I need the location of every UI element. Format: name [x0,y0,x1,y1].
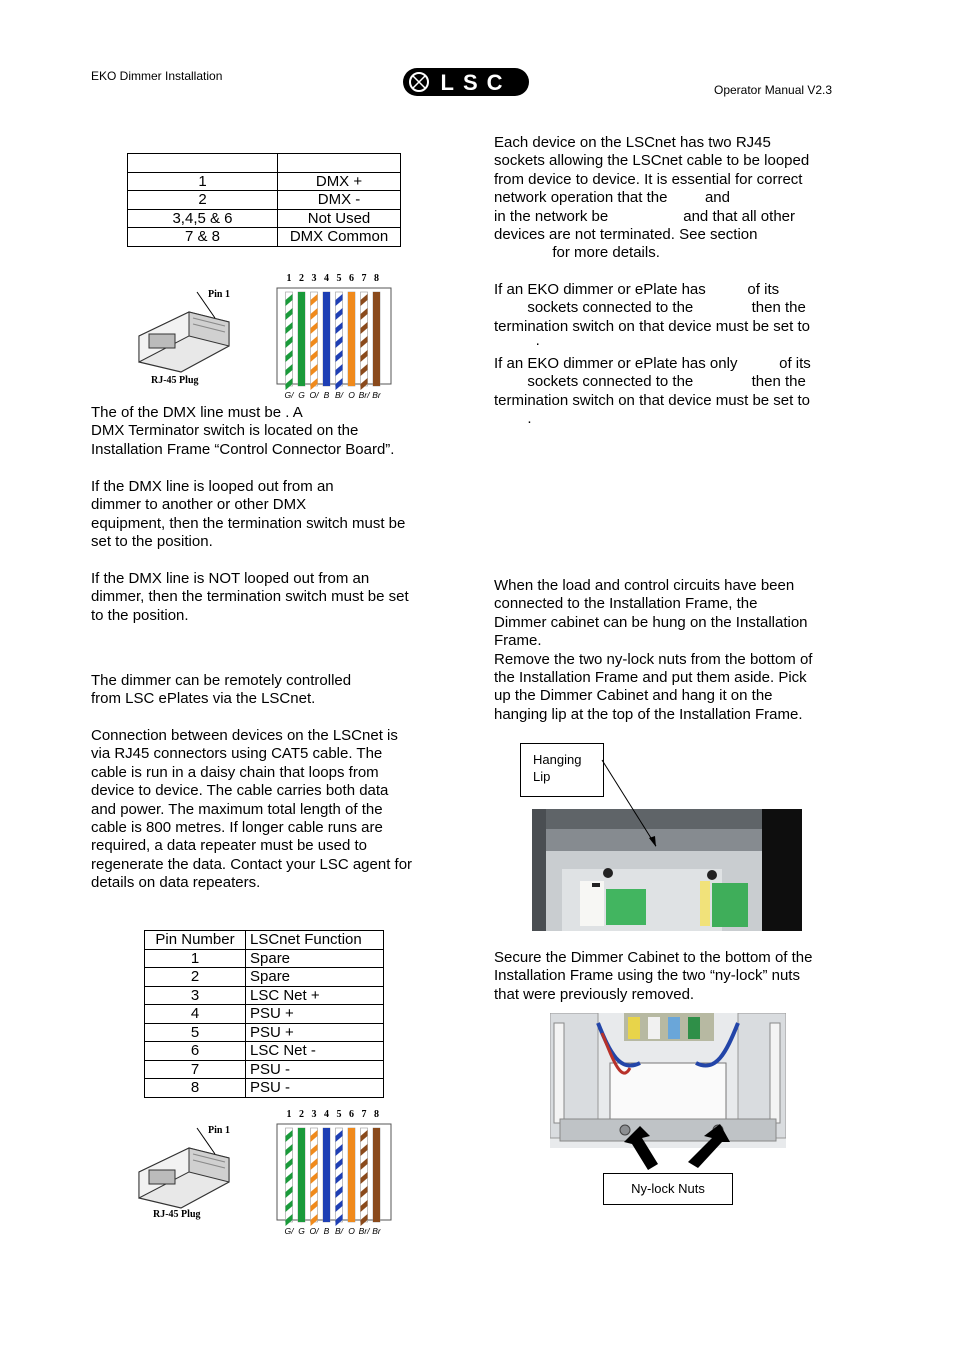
text-line: dimmer, then the termination switch must be set [91,588,409,606]
wire-solid [373,292,380,386]
table-row [128,191,401,210]
logo-text: LSC [440,70,512,95]
pin-number: 1 [286,1109,292,1120]
text-line: for more details. [494,244,660,262]
table-row [128,172,401,191]
table-cell: DMX - [278,191,401,210]
dmx-pin-table [127,153,401,247]
wire-solid [298,1128,305,1222]
table-cell: 3 [145,986,246,1005]
table-row [145,1079,384,1098]
text-line: dimmer to another or other DMX [91,496,307,514]
remote-control-para [91,672,437,709]
callout-label: Ny-lock Nuts [631,1181,705,1196]
text-line: regenerate the data. Contact your LSC agent for [91,855,413,873]
text-line: termination switch on that device must be set to [494,391,810,409]
pin-number: 4 [324,273,329,284]
lsc-logo [402,67,530,97]
text-line: equipment, then the termination switch must be [91,514,406,532]
wire-label: O [348,1226,355,1236]
wire-label: G/ [284,1226,294,1236]
text-line: If the DMX line is NOT looped out from an [91,570,370,587]
pin-number: 5 [336,273,342,284]
pin-number: 6 [349,1109,354,1120]
lscnet-header-cell: Pin Number [145,931,246,950]
pin-number: 4 [324,1109,329,1120]
rj45-plug-illustration [131,1120,241,1225]
termination-one-para [494,281,840,350]
text-line: Dimmer cabinet can be hung on the Installation [494,613,808,631]
lscnet-header-cell: LSCnet Function [246,931,384,950]
wire-label: Br/ [358,390,370,400]
table-cell: 5 [145,1023,246,1042]
wire-solid [373,1128,380,1222]
wire-label: B/ [334,390,344,400]
text-line: Secure the Dimmer Cabinet to the bottom of the [494,949,813,966]
text-line: that were previously removed. [494,985,695,1003]
wire-solid [298,292,305,386]
text-line: If the DMX line is looped out from an [91,478,334,495]
wire-solid [348,1128,355,1222]
pin-number: 3 [311,1109,317,1120]
table-cell: PSU - [246,1079,384,1098]
table-cell: DMX + [278,172,401,191]
text-line: The of the DMX line must be . A [91,404,303,421]
dmx-header-cell [128,154,278,173]
wire-label: B [323,1226,330,1236]
wire-label: G/ [284,390,294,400]
table-cell: 1 [128,172,278,191]
text-line: Installation Frame “Control Connector Board”. [91,440,395,458]
rj45-plug-illustration [131,284,241,389]
wire-label: Br [372,390,381,400]
rj45-wiring-diagram [275,270,395,400]
plug-label: RJ-45 Plug [151,375,199,386]
wire-label: G [298,1226,305,1236]
pin-number: 8 [374,1109,379,1120]
table-row [128,228,401,247]
text-line: Each device on the LSCnet has two RJ45 [494,134,771,151]
table-cell: PSU + [246,1005,384,1024]
table-cell: 6 [145,1042,246,1061]
dmx-no-loop-para [91,570,437,625]
text-line: termination switch on that device must be set to [494,317,810,335]
nylock-callout [603,1173,733,1205]
wire-label: O [348,390,355,400]
wire-label: O/ [309,1226,319,1236]
text-line: Connection between devices on the LSCnet is [91,727,398,744]
table-row [145,1005,384,1024]
table-cell: 7 & 8 [128,228,278,247]
text-line: device to device. The cable carries both data [91,782,389,800]
text-line: up the Dimmer Cabinet and hang it on the [494,687,773,705]
pin-number: 5 [336,1109,342,1120]
wire-label: G [298,390,305,400]
text-line: Frame. [494,632,542,650]
table-row [145,986,384,1005]
text-line: sockets connected to the then the [494,299,806,317]
pin-number: 1 [286,273,292,284]
text-line: sockets connected to the then the [494,373,806,391]
table-row [145,1023,384,1042]
lscnet-looping-para [494,134,840,263]
nylock-arrows [618,1118,738,1174]
header-right: Operator Manual V2.3 [714,83,833,97]
table-cell: LSC Net + [246,986,384,1005]
text-line: If an EKO dimmer or ePlate has only of its [494,355,811,372]
wire-label: O/ [309,390,319,400]
text-line: Installation Frame using the two “ny-lock” nuts [494,967,800,985]
table-row [145,968,384,987]
table-cell: 8 [145,1079,246,1098]
text-line: hanging lip at the top of the Installation Frame. [494,705,803,723]
table-row [145,1042,384,1061]
wire-label: B [323,390,330,400]
table-cell: 4 [145,1005,246,1024]
table-cell: Spare [246,949,384,968]
table-cell: 3,4,5 & 6 [128,209,278,228]
lscnet-pin-table [144,930,384,1098]
header-left: EKO Dimmer Installation [91,69,223,83]
lscnet-connection-para [91,727,437,893]
text-line: to the position. [91,606,189,624]
secure-cabinet-para [494,949,840,1004]
table-cell: PSU - [246,1060,384,1079]
dmx-termination-para [91,404,437,459]
callout-line: Hanging [533,752,582,767]
table-cell: Spare [246,968,384,987]
hanging-lip-photo [532,809,802,931]
text-line: network operation that the and [494,189,730,207]
text-line: connected to the Installation Frame, the [494,595,758,613]
pin-number: 8 [374,273,379,284]
callout-arrow [600,758,662,850]
text-line: details on data repeaters. [91,874,261,892]
text-line: When the load and control circuits have been [494,577,795,594]
dmx-header-cell [278,154,401,173]
text-line: cable is run in a daisy chain that loops from [91,763,379,781]
text-line: The dimmer can be remotely controlled [91,672,352,689]
pin1-label: Pin 1 [208,289,230,300]
text-line: cable is 800 metres. If longer cable runs are [91,819,383,837]
plug-label: RJ-45 Plug [153,1209,201,1220]
pin-number: 7 [361,1109,367,1120]
pin-number: 6 [349,273,354,284]
text-line: and power. The maximum total length of the [91,800,383,818]
pin-number: 2 [299,1109,304,1120]
text-line: from device to device. It is essential for correct [494,170,803,188]
text-line: . [494,410,532,428]
text-line: from LSC ePlates via the LSCnet. [91,690,316,708]
text-line: sockets allowing the LSCnet cable to be looped [494,152,810,170]
text-line: the Installation Frame and put them aside. Pick [494,669,807,687]
pin-number: 7 [361,273,367,284]
table-row [145,949,384,968]
text-line: in the network be and that all other [494,207,795,225]
hang-cabinet-para [494,577,840,724]
text-line: set to the position. [91,533,213,551]
text-line: If an EKO dimmer or ePlate has of its [494,281,780,298]
wire-solid [323,1128,330,1222]
rj45-wiring-diagram [275,1106,395,1236]
table-cell: LSC Net - [246,1042,384,1061]
pin1-label: Pin 1 [208,1125,230,1136]
pin-number: 3 [311,273,317,284]
table-cell: PSU + [246,1023,384,1042]
wire-label: B/ [334,1226,344,1236]
table-row [145,1060,384,1079]
text-line: devices are not terminated. See section [494,226,758,244]
table-cell: Not Used [278,209,401,228]
text-line: DMX Terminator switch is located on the [91,422,359,440]
table-cell: 2 [128,191,278,210]
pin-number: 2 [299,273,304,284]
table-cell: DMX Common [278,228,401,247]
wire-label: Br [372,1226,381,1236]
table-cell: 2 [145,968,246,987]
table-cell: 1 [145,949,246,968]
table-row [128,209,401,228]
wire-solid [348,292,355,386]
wire-label: Br/ [358,1226,370,1236]
wire-solid [323,292,330,386]
hanging-lip-callout [520,743,604,797]
dmx-loop-para [91,478,437,552]
text-line: via RJ45 connectors using CAT5 cable. The [91,745,383,763]
callout-line: Lip [533,769,551,784]
text-line: Remove the two ny-lock nuts from the bottom of [494,650,813,668]
text-line: . [494,332,540,350]
text-line: required, a data repeater must be used to [91,837,368,855]
termination-only-para [494,355,840,429]
table-cell: 7 [145,1060,246,1079]
